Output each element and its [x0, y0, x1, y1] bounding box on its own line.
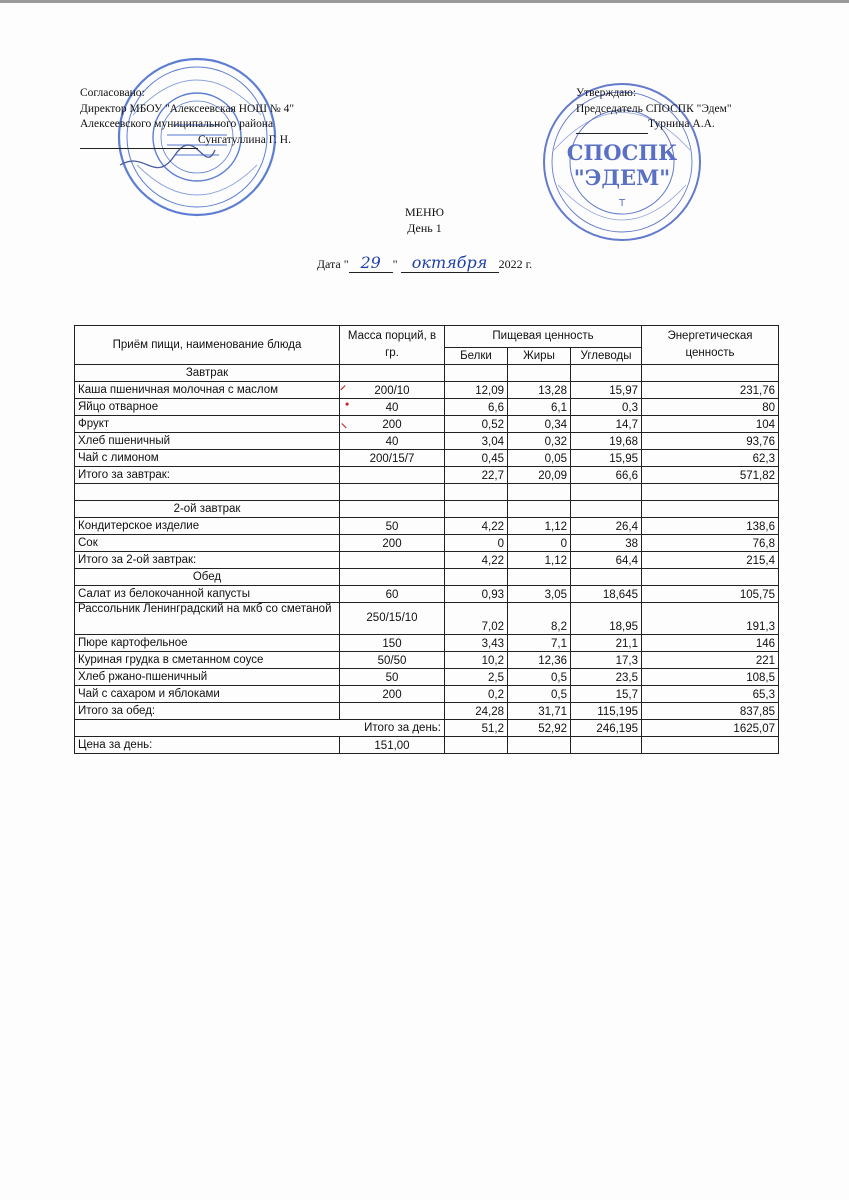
dish-energy: 108,5 [642, 669, 779, 686]
section-title: 2-ой завтрак [75, 501, 340, 518]
section-row [75, 569, 779, 586]
table-row [75, 603, 779, 635]
approval-right-heading: Утверждаю: [576, 87, 637, 99]
date-prefix: Дата " [316, 257, 349, 271]
dish-mass: 50 [340, 518, 445, 535]
day-total-fat: 52,92 [508, 720, 571, 737]
dish-mass: 250/15/10 [340, 603, 445, 635]
dish-name: Каша пшеничная молочная с маслом [75, 382, 340, 399]
empty-row [75, 484, 779, 501]
dish-mass: 60 [340, 586, 445, 603]
dish-fat: 0 [508, 535, 571, 552]
dish-mass: 200/10 [340, 382, 445, 399]
dish-energy: 191,3 [642, 603, 779, 635]
dish-fat: 8,2 [508, 603, 571, 635]
total-carbs: 66,6 [571, 467, 642, 484]
svg-text:СПОСПК: СПОСПК [566, 140, 678, 165]
price-row [75, 737, 779, 754]
total-row [75, 703, 779, 720]
approval-block-right [576, 86, 732, 134]
dish-protein: 0,45 [445, 450, 508, 467]
dish-protein: 4,22 [445, 518, 508, 535]
total-fat: 20,09 [508, 467, 571, 484]
dish-energy: 146 [642, 635, 779, 652]
dish-carbs: 38 [571, 535, 642, 552]
dish-fat: 0,32 [508, 433, 571, 450]
dish-fat: 0,5 [508, 686, 571, 703]
dish-protein: 2,5 [445, 669, 508, 686]
svg-text:"ЭДЕМ": "ЭДЕМ" [573, 165, 671, 190]
total-fat: 31,71 [508, 703, 571, 720]
dish-name: Яйцо отварное [75, 399, 340, 416]
dish-name: Фрукт [75, 416, 340, 433]
section-title: Завтрак [75, 365, 340, 382]
dish-fat: 0,05 [508, 450, 571, 467]
dish-mass: 40 [340, 399, 445, 416]
approval-right-signer: Турнина А.А. [648, 118, 715, 130]
dish-name: Чай с лимоном [75, 450, 340, 467]
header-protein: Белки [445, 348, 508, 365]
dish-protein: 10,2 [445, 652, 508, 669]
total-fat: 1,12 [508, 552, 571, 569]
handwritten-month: октября [411, 253, 488, 272]
table-row [75, 686, 779, 703]
table-row [75, 518, 779, 535]
dish-name: Салат из белокочанной капусты [75, 586, 340, 603]
dish-carbs: 15,97 [571, 382, 642, 399]
total-energy: 571,82 [642, 467, 779, 484]
dish-energy: 104 [642, 416, 779, 433]
dish-protein: 0 [445, 535, 508, 552]
dish-carbs: 19,68 [571, 433, 642, 450]
dish-protein: 12,09 [445, 382, 508, 399]
dish-fat: 12,36 [508, 652, 571, 669]
dish-protein: 6,6 [445, 399, 508, 416]
table-row [75, 399, 779, 416]
dish-energy: 231,76 [642, 382, 779, 399]
day-total-energy: 1625,07 [642, 720, 779, 737]
table-row [75, 652, 779, 669]
day-total-row [75, 720, 779, 737]
dish-carbs: 18,645 [571, 586, 642, 603]
document-day: День 1 [407, 221, 442, 235]
total-row [75, 467, 779, 484]
dish-energy: 93,76 [642, 433, 779, 450]
dish-energy: 76,8 [642, 535, 779, 552]
dish-name: Чай с сахаром и яблоками [75, 686, 340, 703]
dish-mass: 50 [340, 669, 445, 686]
dish-energy: 65,3 [642, 686, 779, 703]
total-protein: 4,22 [445, 552, 508, 569]
total-label: Итого за завтрак: [75, 467, 340, 484]
dish-protein: 0,2 [445, 686, 508, 703]
section-title: Обед [75, 569, 340, 586]
document-title: МЕНЮ [405, 205, 444, 219]
day-total-carbs: 246,195 [571, 720, 642, 737]
table-row [75, 450, 779, 467]
date-line [0, 253, 849, 273]
approval-left-district: Алексеевского муниципального района [80, 118, 274, 130]
dish-mass: 150 [340, 635, 445, 652]
approval-right-position: Председатель СПОСПК "Эдем" [576, 102, 732, 115]
dish-energy: 105,75 [642, 586, 779, 603]
dish-fat: 13,28 [508, 382, 571, 399]
total-label: Итого за 2-ой завтрак: [75, 552, 340, 569]
header-nutrition: Пищевая ценность [445, 326, 642, 348]
dish-fat: 0,34 [508, 416, 571, 433]
menu-table [74, 325, 779, 754]
approval-left-position: Директор МБОУ "Алексеевская НОШ № 4" [80, 102, 295, 115]
header-mass: Масса порций, в гр. [340, 326, 445, 365]
table-row [75, 586, 779, 603]
total-protein: 22,7 [445, 467, 508, 484]
day-total-protein: 51,2 [445, 720, 508, 737]
date-quote: " [392, 257, 398, 271]
table-row [75, 669, 779, 686]
table-row [75, 433, 779, 450]
total-carbs: 64,4 [571, 552, 642, 569]
dish-fat: 6,1 [508, 399, 571, 416]
handwritten-day: 29 [360, 253, 381, 272]
header-carbs: Углеводы [571, 348, 642, 365]
dish-mass: 40 [340, 433, 445, 450]
dish-mass: 200 [340, 686, 445, 703]
approval-left-signature-line [80, 133, 294, 150]
total-energy: 837,85 [642, 703, 779, 720]
dish-carbs: 17,3 [571, 652, 642, 669]
dish-energy: 138,6 [642, 518, 779, 535]
date-year: 2022 г. [498, 257, 533, 271]
header-energy: Энергетическая ценность [642, 326, 779, 365]
dish-energy: 62,3 [642, 450, 779, 467]
price-value: 151,00 [340, 737, 445, 754]
scan-edge [0, 0, 849, 3]
dish-mass: 50/50 [340, 652, 445, 669]
table-row [75, 535, 779, 552]
dish-fat: 0,5 [508, 669, 571, 686]
section-row [75, 365, 779, 382]
dish-energy: 221 [642, 652, 779, 669]
approval-left-signer: Сунгатуллина Г. Н. [198, 133, 291, 146]
total-energy: 215,4 [642, 552, 779, 569]
approval-right-signature-line [576, 117, 732, 134]
day-total-label: Итого за день: [75, 720, 445, 737]
dish-protein: 3,43 [445, 635, 508, 652]
dish-mass: 200 [340, 535, 445, 552]
table-row [75, 382, 779, 399]
dish-carbs: 15,95 [571, 450, 642, 467]
total-row [75, 552, 779, 569]
dish-name: Куриная грудка в сметанном соусе [75, 652, 340, 669]
dish-carbs: 21,1 [571, 635, 642, 652]
dish-name: Хлеб пшеничный [75, 433, 340, 450]
dish-fat: 1,12 [508, 518, 571, 535]
dish-carbs: 15,7 [571, 686, 642, 703]
dish-carbs: 14,7 [571, 416, 642, 433]
total-carbs: 115,195 [571, 703, 642, 720]
dish-protein: 7,02 [445, 603, 508, 635]
approval-block-left [80, 86, 294, 149]
dish-protein: 0,52 [445, 416, 508, 433]
dish-energy: 80 [642, 399, 779, 416]
dish-fat: 3,05 [508, 586, 571, 603]
total-label: Итого за обед: [75, 703, 340, 720]
dish-name: Сок [75, 535, 340, 552]
dish-carbs: 23,5 [571, 669, 642, 686]
section-row [75, 501, 779, 518]
header-fat: Жиры [508, 348, 571, 365]
dish-carbs: 18,95 [571, 603, 642, 635]
approval-left-heading: Согласовано: [80, 87, 145, 99]
dish-name: Пюре картофельное [75, 635, 340, 652]
dish-name: Рассольник Ленинградский на мкб со сметаной [75, 603, 340, 635]
total-protein: 24,28 [445, 703, 508, 720]
dish-protein: 3,04 [445, 433, 508, 450]
red-check-mark: ⸜ [341, 416, 348, 430]
dish-fat: 7,1 [508, 635, 571, 652]
dish-protein: 0,93 [445, 586, 508, 603]
table-row [75, 416, 779, 433]
header-dish: Приём пищи, наименование блюда [75, 326, 340, 365]
price-label: Цена за день: [75, 737, 340, 754]
red-check-mark: ⸝ [340, 378, 347, 392]
dish-name: Кондитерское изделие [75, 518, 340, 535]
red-check-mark: • [345, 397, 350, 411]
dish-mass: 200/15/7 [340, 450, 445, 467]
table-row [75, 635, 779, 652]
dish-name: Хлеб ржано-пшеничный [75, 669, 340, 686]
svg-text:Т: Т [618, 198, 626, 209]
dish-carbs: 26,4 [571, 518, 642, 535]
dish-mass: 200 [340, 416, 445, 433]
dish-carbs: 0,3 [571, 399, 642, 416]
